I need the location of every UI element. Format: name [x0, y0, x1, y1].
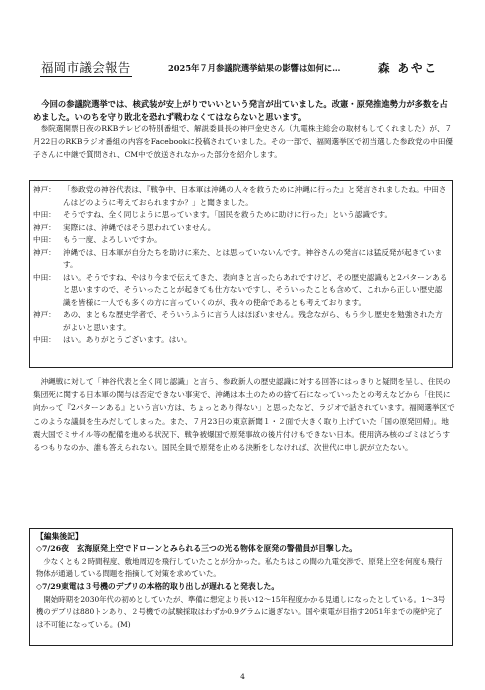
lead-paragraph: 今回の参議院選挙では、核武装が安上がりでいいという発言が出ていました。改憲・原発推進勢力が多数を占めました。いのちを守り敗北を恐れず戦わなくてはならないと思います。 [33, 99, 448, 122]
editorial-item-body: 少なくとも２時間程度、敷地周辺を飛行していたことが分かった。私たちはこの間の九電交渉で、原発上空を何度も飛行物体が通過している問題を指摘して対策を求めていた。 [36, 556, 443, 579]
dialog-text: あの、まともな歴史学者で、そういうふうに言う人はほぼいません。残念ながら、もう少し歴史を勉強された方がよいと思います。 [63, 310, 443, 332]
commentary-paragraph: 沖縄戦に対して「神谷代表と全く同じ認識」と言う、参政新人の歴史認識に対する回答にはっきりと疑問を呈し、住民の集団死に関する日本軍の関与は否定できない事実で、沖縄は本土のための捨て石になっていったとの考えなどから「住民に向かって『2パターンある』という言い方は、ちょっとあり得ない」と思ったなど、ラジオで話されています。福岡選挙区でこのような議員を生みだしてしまった。また、７月23日の東京新聞１・２面で大きく取り上げていた「国の原発回帰」。地震大国でミサイル等の配備を進める状況下、戦争被爆国で原発事故の後片付けもできない日本。使用済み核のゴミはどうするつもりなのか、誰も答えられない。国民全員で原発を止める決断をしなければ、次世代に申し訳が立たない。 [33, 377, 455, 453]
dialog-speaker: 神戸： [33, 310, 56, 319]
dialog-text: 沖縄では、日本軍が自分たちを助けに来た、とは思っていないんです。神谷さんの発言には猛反発が起きています。 [63, 247, 443, 269]
editorial-postscript-box [29, 528, 453, 646]
editorial-item-title: ◇7/26夜 玄海原発上空でドローンとみられる三つの光る物体を原発の警備員が目撃した。 [36, 544, 358, 553]
dialog-speaker: 神戸： [33, 222, 56, 232]
dialog-line [33, 184, 449, 209]
series-title: 福岡市議会報告 [41, 60, 131, 75]
dialog-text: 「参政党の神谷代表は、『戦争中、日本軍は沖縄の人々を救うために沖縄に行った』と発言されましたね。中田さんはどのように考えておられますか？」と聞きました。 [63, 185, 447, 207]
header [40, 60, 460, 80]
dialog-line [33, 222, 449, 235]
editorial-heading: 【編集後記】 [36, 532, 83, 541]
dialog-line [33, 309, 449, 334]
dialog-line [33, 334, 449, 347]
editorial-item-body: 開始時期を2030年代の初めとしていたが、準備に想定より長い12〜15年程度かかる見通しになったとしている。1〜3号機のデブリは880トンあり、２号機での試験採取はわずか0.9グラムに過ぎない。国や東電が目指す2051年までの廃炉完了は不可能になっている。(M) [36, 594, 446, 630]
dialog-speaker: 神戸： [33, 247, 56, 257]
dialog-speaker: 神戸： [33, 185, 56, 194]
author-name: 森 あやこ [378, 61, 439, 75]
dialog-speaker: 中田： [33, 272, 56, 282]
article-title: 2025年７月参議院選挙結果の影響は如何に… [168, 63, 341, 73]
page-number: 4 [240, 672, 245, 681]
dialog-speaker: 中田： [33, 335, 56, 344]
dialog-text: 実際には、沖縄ではそう思われていません。 [63, 222, 216, 232]
dialog-line [33, 209, 449, 222]
dialog-text: はい。そうですね、やはり今まで伝えてきた、表向きと言ったらあれですけど、その歴史認識もと2パターンあると思いますので、そういったことが起きても仕方ないですし、そういったことも含めて、これから正しい歴史認識を皆様に一人でも多くの方に言っていくのが、我々の使命であるとも考えております。 [63, 272, 448, 307]
editorial-item-title: ◇7/29東電は３号機のデブリの本格的取り出しが遅れると発表した。 [36, 582, 280, 592]
dialog-line [33, 234, 449, 247]
dialog-line [33, 247, 449, 272]
dialog-text: そうですね、全く同じように思っています。「国民を救うために助けに行った」という認識です。 [63, 210, 393, 219]
dialog-text: もう一度、よろしいですか。 [63, 235, 162, 244]
dialog-speaker: 中田： [33, 235, 56, 244]
dialog-text: はい。ありがとうございます。はい。 [63, 335, 192, 344]
intro-paragraph: 参院選開票日夜のRKBテレビの特別番組で、解説委員長の神戸金史さん（九電株主総会の取材もしてくれました）が、７月22日のRKBラジオ番組の内容をFacebookに投稿されていました。その一部で、福岡選挙区で初当選した参政党の中田優子さんに中継で質問され、CM中で放送されなかった部分を紹介します。 [33, 124, 454, 160]
dialog-speaker: 中田： [33, 210, 56, 219]
interview-transcript-box [29, 180, 453, 368]
dialog-line [33, 272, 449, 310]
